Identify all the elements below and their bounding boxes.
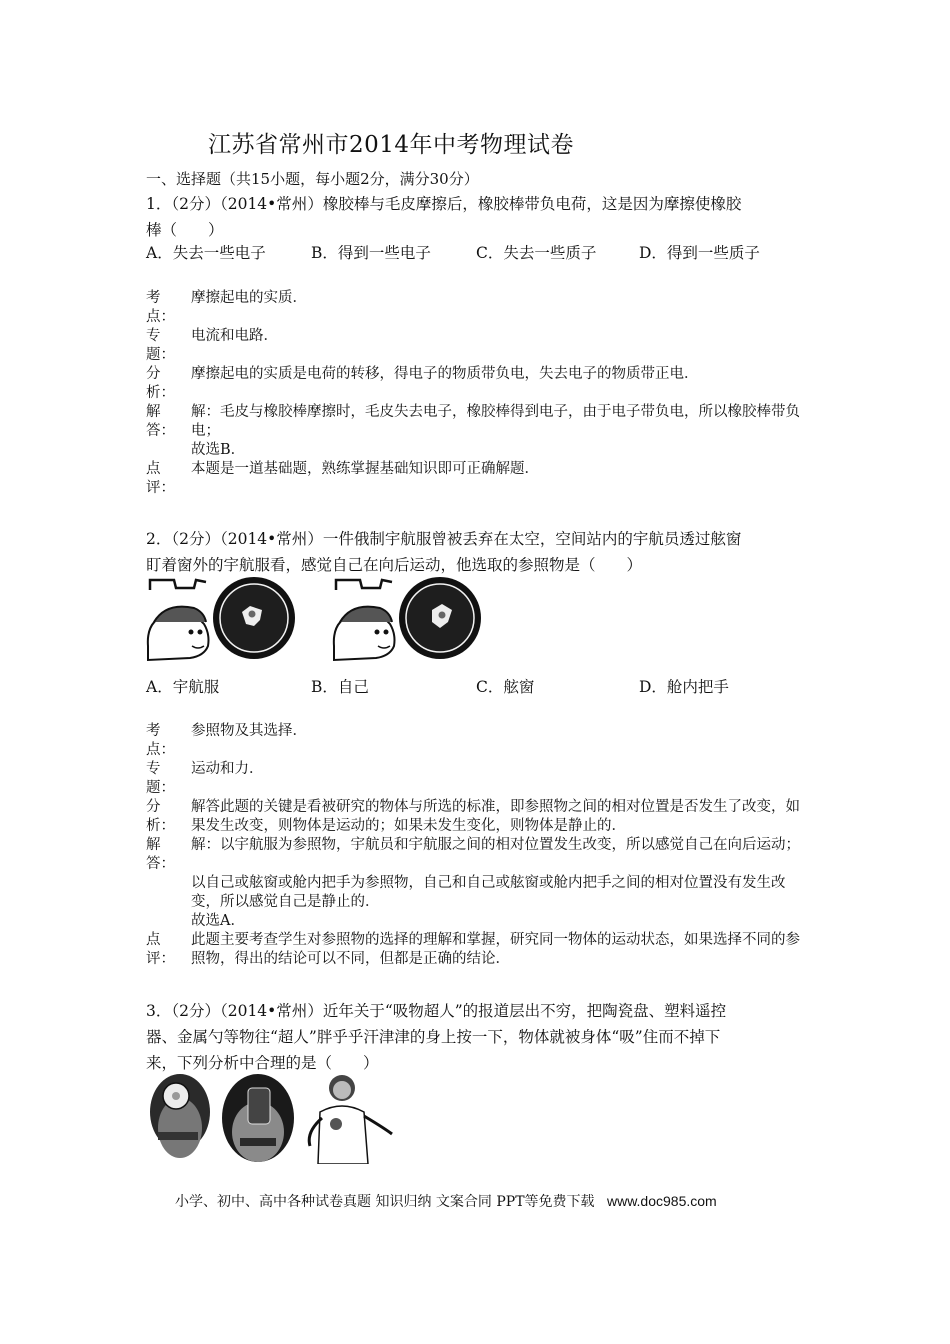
exam-title: 江苏省常州市2014年中考物理试卷 — [208, 132, 575, 158]
q3-stem-line-2: 器、金属勺等物往“超人”胖乎乎汗津津的身上按一下，物体就被身体“吸”住而不掉下 — [146, 1028, 721, 1046]
q1-option-a: A．失去一些电子 — [146, 244, 266, 262]
q2-option-d: D．舱内把手 — [639, 678, 729, 696]
q1-option-c: C．失去一些质子 — [476, 244, 597, 262]
q2-option-b: B．自己 — [311, 678, 369, 696]
q1-dianping-text: 本题是一道基础题，熟练掌握基础知识即可正确解题． — [191, 461, 539, 477]
page-footer — [175, 1191, 717, 1211]
photo-face-1 — [150, 1074, 210, 1158]
q1-zhuanti-text: 电流和电路． — [191, 328, 278, 344]
q3-stem-line-3: 来，下列分析中合理的是（ ） — [146, 1054, 379, 1072]
section-heading: 一、选择题（共15小题，每小题2分，满分30分） — [146, 170, 479, 188]
photo-face-2 — [222, 1074, 294, 1162]
q2-jieda-line-3: 故选A． — [191, 913, 245, 929]
footer-text: 小学、初中、高中各种试卷真题 知识归纳 文案合同 PPT等免费下载 — [175, 1194, 595, 1210]
q2-dianping-text: 此题主要考查学生对参照物的选择的理解和掌握，研究同一物体的运动状态，如果选择不同的参照物，得出的结论可以不同，但都是正确的结论． — [191, 932, 800, 967]
q2-analysis — [146, 722, 810, 969]
q2-jieda-line-2: 以自己或舷窗或舱内把手为参照物，自己和自己或舷窗或舱内把手之间的相对位置没有发生改变，所以感觉自己是静止的． — [191, 875, 786, 910]
q2-stem-line-2: 盯着窗外的宇航服看，感觉自己在向后运动，他选取的参照物是（ ） — [146, 556, 643, 574]
q1-fenxi-label: 分析： — [146, 366, 175, 401]
q1-zhuanti-label: 专题： — [146, 328, 175, 363]
q1-dianping-label: 点评： — [146, 461, 175, 496]
q2-kaodian-text: 参照物及其选择． — [191, 723, 307, 739]
q1-jieda-label: 解答： — [146, 404, 175, 439]
q1-jieda-line-1: 解：毛皮与橡胶棒摩擦时，毛皮失去电子，橡胶棒得到电子，由于电子带负电，所以橡胶棒带负电； — [191, 404, 800, 439]
q2-stem-line-1: 2．（2分）（2014•常州）一件俄制宇航服曾被丢弃在太空，空间站内的宇航员透过舷窗 — [146, 530, 742, 548]
q2-dianping-label: 点评： — [146, 932, 175, 967]
q1-stem-line-2: 棒（ ） — [146, 221, 224, 239]
q2-fenxi-label: 分析： — [146, 799, 175, 834]
q2-astronaut-figure — [146, 576, 486, 662]
q1-kaodian-label: 考点： — [146, 290, 175, 325]
q3-stem-line-1: 3．（2分）（2014•常州）近年关于“吸物超人”的报道层出不穷，把陶瓷盘、塑料遥控 — [146, 1002, 727, 1020]
q1-fenxi-text: 摩擦起电的实质是电荷的转移，得电子的物质带负电，失去电子的物质带正电． — [191, 366, 699, 382]
q2-jieda-label: 解答： — [146, 837, 175, 872]
q1-option-d: D．得到一些质子 — [639, 244, 760, 262]
q1-analysis — [146, 289, 810, 498]
q3-magnet-man-photo — [146, 1072, 402, 1164]
q2-jieda-line-1: 解：以宇航服为参照物，宇航员和宇航服之间的相对位置发生改变，所以感觉自己在向后运动； — [191, 837, 800, 853]
q2-kaodian-label: 考点： — [146, 723, 175, 758]
photo-standing-man — [309, 1075, 392, 1164]
q2-option-a: A．宇航服 — [146, 678, 220, 696]
q2-zhuanti-label: 专题： — [146, 761, 175, 796]
q1-kaodian-text: 摩擦起电的实质． — [191, 290, 307, 306]
astronaut-window-illustration-2 — [334, 577, 481, 660]
q1-jieda-line-2: 故选B． — [191, 442, 246, 458]
q2-fenxi-text: 解答此题的关键是看被研究的物体与所选的标准，即参照物之间的相对位置是否发生了改变，如果发生改变，则物体是运动的；如果未发生变化，则物体是静止的． — [191, 799, 800, 834]
q2-option-c: C．舷窗 — [476, 678, 535, 696]
q1-stem-line-1: 1．（2分）（2014•常州）橡胶棒与毛皮摩擦后，橡胶棒带负电荷，这是因为摩擦使橡胶 — [146, 195, 742, 213]
astronaut-window-illustration-1 — [148, 577, 295, 660]
q1-option-b: B．得到一些电子 — [311, 244, 431, 262]
footer-url: www.doc985.com — [606, 1193, 717, 1209]
q2-zhuanti-text: 运动和力． — [191, 761, 264, 777]
